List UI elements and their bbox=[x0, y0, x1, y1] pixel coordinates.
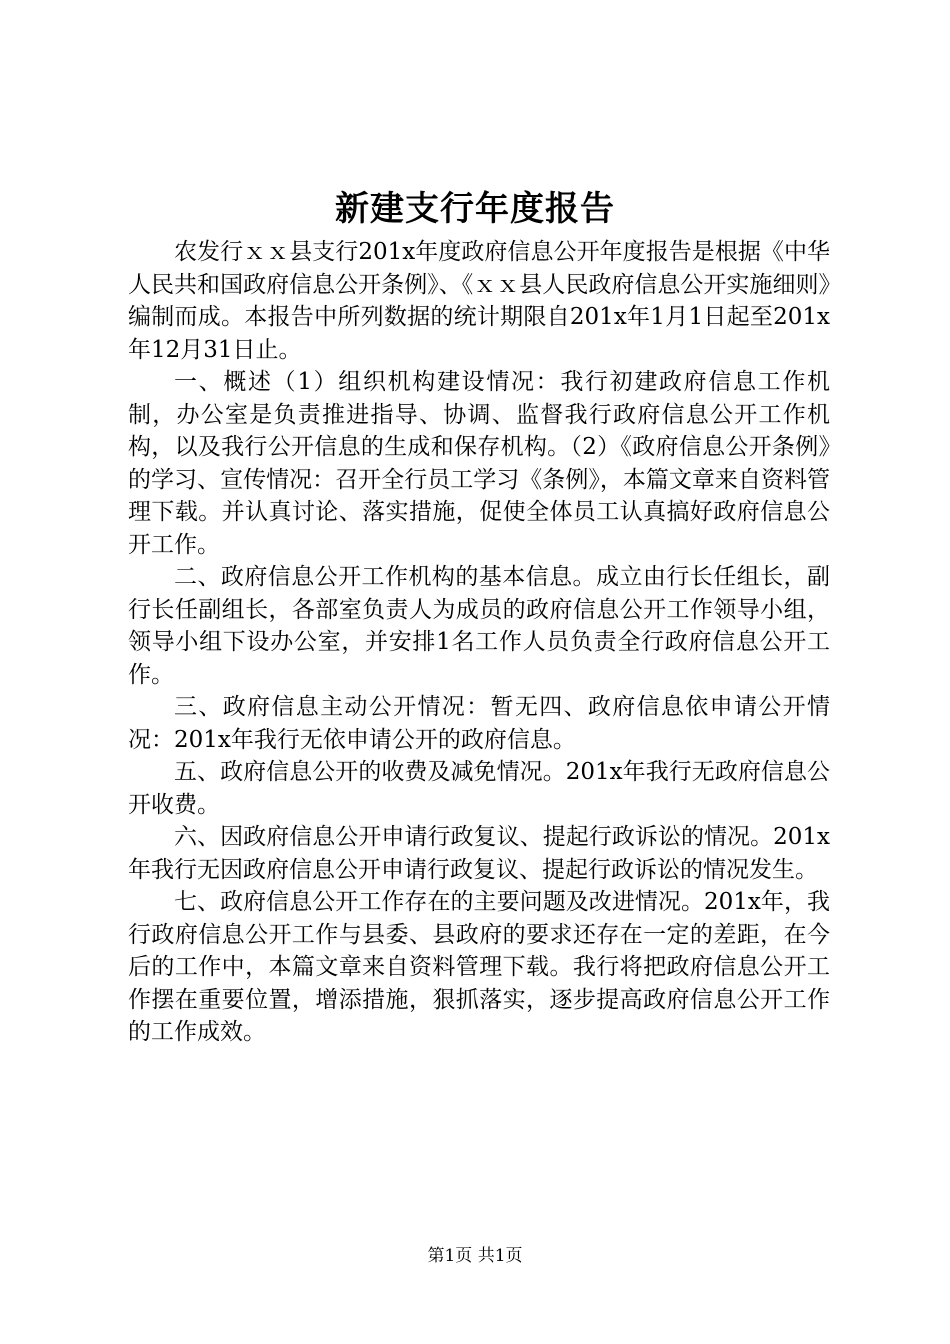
document-title: 新建支行年度报告 bbox=[335, 189, 615, 229]
paragraph-overview: 一、概述（1）组织机构建设情况：我行初建政府信息工作机制，办公室是负责推进指导、协调、监督我行政府信息公开工作机构，以及我行公开信息的生成和保存机构。（2）《政府信息公开条例》的学习、宣传情况：召开全行员工学习《条例》，本篇文章来自资料管理下载。并认真讨论、落实措施，促使全体员工认真搞好政府信息公开工作。 bbox=[128, 369, 830, 558]
paragraph-organization: 二、政府信息公开工作机构的基本信息。成立由行长任组长，副行长任副组长，各部室负责人为成员的政府信息公开工作领导小组，领导小组下设办公室，并安排1名工作人员负责全行政府信息公开工作。 bbox=[128, 564, 830, 688]
paragraph-disclosure: 三、政府信息主动公开情况：暂无四、政府信息依申请公开情况：201x年我行无依申请公开的政府信息。 bbox=[128, 694, 830, 753]
paragraph-fees: 五、政府信息公开的收费及减免情况。201x年我行无政府信息公开收费。 bbox=[128, 759, 830, 818]
paragraph-intro: 农发行ｘｘ县支行201x年度政府信息公开年度报告是根据《中华人民共和国政府信息公开条例》、《ｘｘ县人民政府信息公开实施细则》编制而成。本报告中所列数据的统计期限自201x年1月1日起至201x年12月31日止。 bbox=[128, 239, 830, 363]
paragraph-appeals: 六、因政府信息公开申请行政复议、提起行政诉讼的情况。201x年我行无因政府信息公开申请行政复议、提起行政诉讼的情况发生。 bbox=[128, 824, 830, 883]
paragraph-problems: 七、政府信息公开工作存在的主要问题及改进情况。201x年，我行政府信息公开工作与县委、县政府的要求还存在一定的差距，在今后的工作中，本篇文章来自资料管理下载。我行将把政府信息公开工作摆在重要位置，增添措施，狠抓落实，逐步提高政府信息公开工作的工作成效。 bbox=[128, 889, 830, 1045]
page-footer: 第1页 共1页 bbox=[427, 1246, 523, 1266]
document-body bbox=[128, 236, 830, 1049]
